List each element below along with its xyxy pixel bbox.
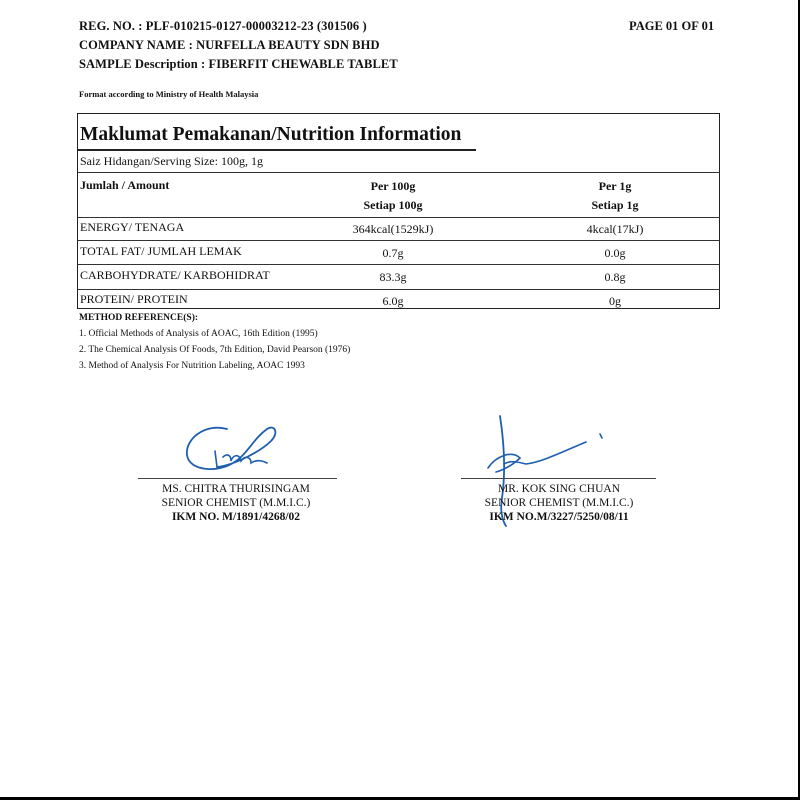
col-setiap-100g: Setiap 100g xyxy=(363,198,423,212)
signatory-2-ikm: IKM NO.M/3227/5250/08/11 xyxy=(489,511,629,523)
col-setiap-1g: Setiap 1g xyxy=(591,198,639,212)
row-carb-label: CARBOHYDRATE/ KARBOHIDRAT xyxy=(80,268,270,282)
signature-line xyxy=(138,478,337,479)
row-protein-label: PROTEIN/ PROTEIN xyxy=(80,292,188,306)
row-divider xyxy=(78,289,720,290)
row-divider xyxy=(78,264,720,265)
method-reference-item: 1. Official Methods of Analysis of AOAC, 16th Edition (1995) xyxy=(79,329,318,339)
page-number: PAGE 01 OF 01 xyxy=(629,19,715,33)
row-carb-per100: 83.3g xyxy=(379,270,407,284)
signature-chitra xyxy=(175,415,305,477)
sample-description: SAMPLE Description : FIBERFIT CHEWABLE TABLET xyxy=(79,57,398,71)
signatory-2-role: SENIOR CHEMIST (M.M.I.C.) xyxy=(484,497,634,509)
nutrition-title: Maklumat Pemakanan/Nutrition Information xyxy=(80,124,462,145)
header-divider xyxy=(78,217,720,218)
signature-line xyxy=(461,478,656,479)
row-energy-per100: 364kcal(1529kJ) xyxy=(352,222,434,236)
col-per-100g: Per 100g xyxy=(370,179,416,193)
amount-header: Jumlah / Amount xyxy=(80,178,170,192)
row-carb-per1: 0.8g xyxy=(604,270,626,284)
signatory-1-name: MS. CHITRA THURISINGAM xyxy=(162,483,310,495)
format-note: Format according to Ministry of Health Malaysia xyxy=(79,89,259,99)
row-fat-per1: 0.0g xyxy=(604,246,626,260)
method-reference-item: 2. The Chemical Analysis Of Foods, 7th Edition, David Pearson (1976) xyxy=(79,345,351,355)
serving-divider xyxy=(78,172,720,173)
title-underline xyxy=(78,149,476,151)
col-per-1g: Per 1g xyxy=(598,179,632,193)
row-energy-per1: 4kcal(17kJ) xyxy=(586,222,644,236)
signatory-1-ikm: IKM NO. M/1891/4268/02 xyxy=(171,511,301,523)
row-fat-label: TOTAL FAT/ JUMLAH LEMAK xyxy=(80,244,242,258)
company-name: COMPANY NAME : NURFELLA BEAUTY SDN BHD xyxy=(79,38,380,52)
serving-size: Saiz Hidangan/Serving Size: 100g, 1g xyxy=(80,154,263,168)
row-fat-per100: 0.7g xyxy=(382,246,404,260)
signatory-2-name: MR. KOK SING CHUAN xyxy=(497,483,621,495)
method-references-title: METHOD REFERENCE(S): xyxy=(79,313,199,323)
row-protein-per100: 6.0g xyxy=(382,294,404,308)
row-divider xyxy=(78,240,720,241)
reg-no: REG. NO. : PLF-010215-0127-00003212-23 (301506 ) xyxy=(79,19,367,33)
row-protein-per1: 0g xyxy=(609,294,621,308)
method-reference-item: 3. Method of Analysis For Nutrition Labeling, AOAC 1993 xyxy=(79,361,305,371)
row-energy-label: ENERGY/ TENAGA xyxy=(80,220,185,234)
signatory-1-role: SENIOR CHEMIST (M.M.I.C.) xyxy=(161,497,311,509)
